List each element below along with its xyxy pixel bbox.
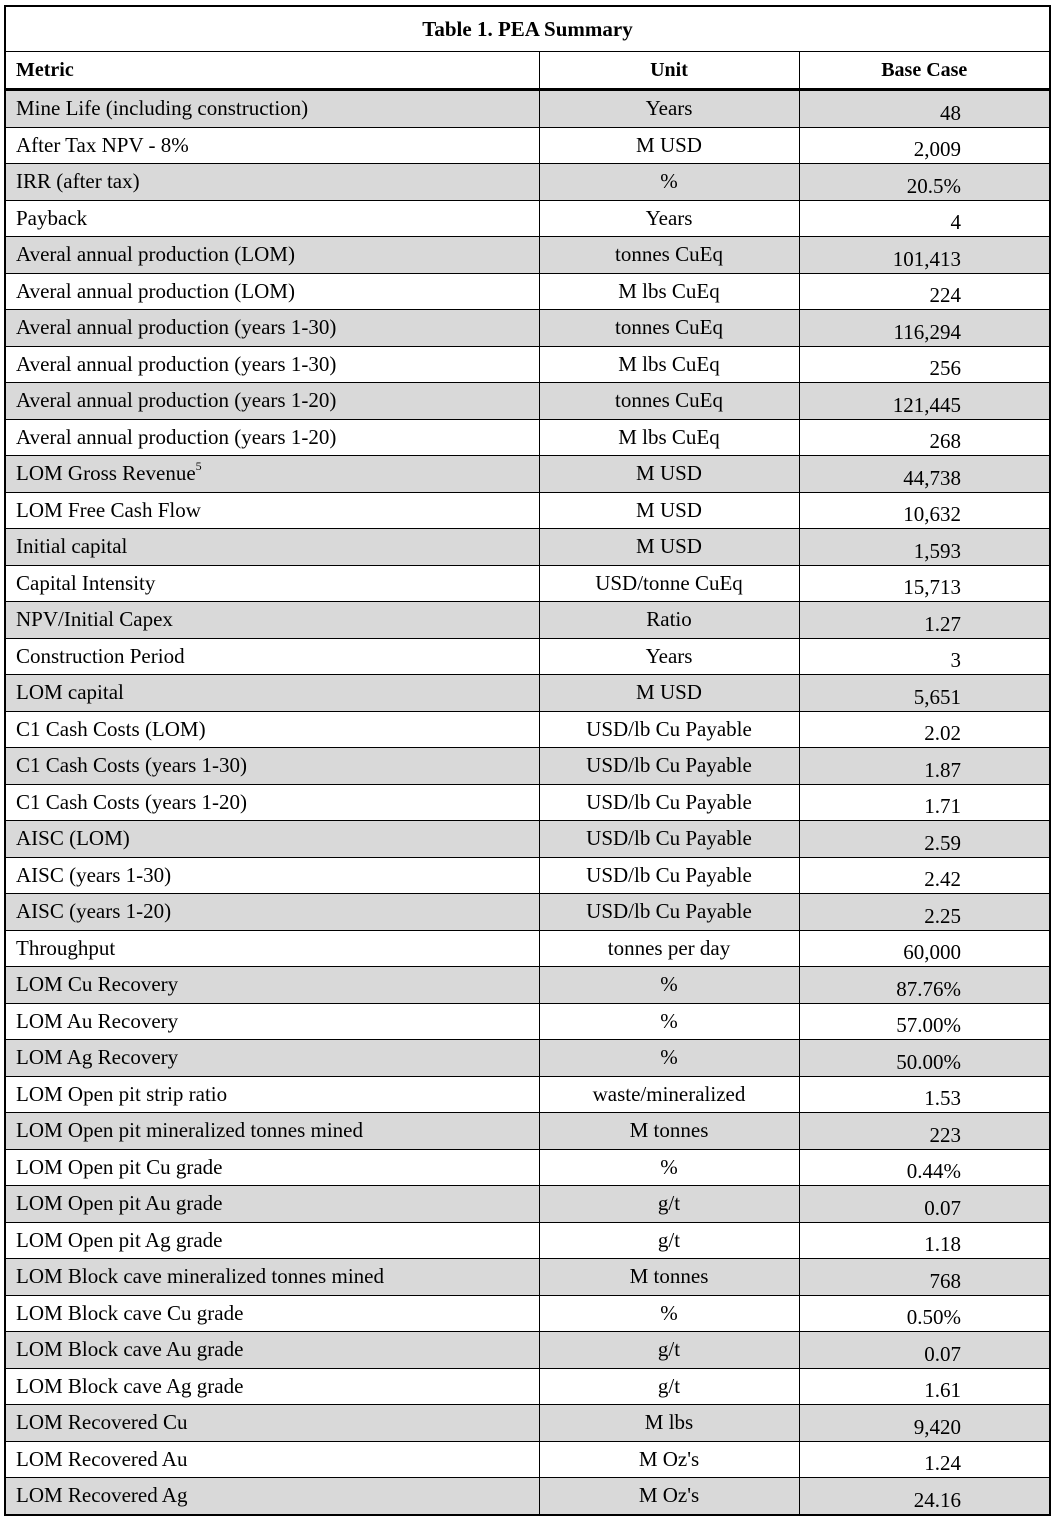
metric-label: LOM capital (16, 680, 124, 705)
table-row (5, 1076, 1050, 1113)
metric-label: Averal annual production (years 1-20) (16, 424, 337, 449)
unit-cell: M lbs CuEq (539, 419, 799, 456)
table-row (5, 383, 1050, 420)
unit-cell: g/t (539, 1368, 799, 1405)
table-row (5, 1222, 1050, 1259)
table-row (5, 310, 1050, 347)
base-case-cell: 5,651 (799, 675, 1050, 712)
unit-cell: Years (539, 638, 799, 675)
metric-label: Initial capital (16, 534, 128, 559)
metric-label: LOM Block cave Au grade (16, 1337, 244, 1362)
unit-cell: g/t (539, 1186, 799, 1223)
metric-label: LOM Block cave Cu grade (16, 1300, 244, 1325)
table-row (5, 1259, 1050, 1296)
unit-cell: USD/lb Cu Payable (539, 748, 799, 785)
metric-cell (5, 602, 539, 639)
table-row (5, 1295, 1050, 1332)
metric-cell (5, 1259, 539, 1296)
unit-cell: M USD (539, 675, 799, 712)
metric-label: LOM Free Cash Flow (16, 497, 201, 522)
unit-cell: tonnes per day (539, 930, 799, 967)
metric-cell (5, 1113, 539, 1150)
base-case-cell: 2,009 (799, 127, 1050, 164)
base-case-cell: 20.5% (799, 164, 1050, 201)
table-row (5, 456, 1050, 493)
unit-cell: M USD (539, 492, 799, 529)
base-case-cell: 121,445 (799, 383, 1050, 420)
table-row (5, 1478, 1050, 1515)
table-title-row (5, 6, 1050, 52)
base-case-cell: 256 (799, 346, 1050, 383)
metric-cell (5, 1405, 539, 1442)
base-case-cell: 268 (799, 419, 1050, 456)
unit-cell: g/t (539, 1222, 799, 1259)
metric-cell (5, 164, 539, 201)
table-row (5, 200, 1050, 237)
metric-label: Construction Period (16, 643, 185, 668)
metric-label: LOM Open pit mineralized tonnes mined (16, 1118, 364, 1143)
table-row (5, 638, 1050, 675)
base-case-cell: 224 (799, 273, 1050, 310)
metric-cell (5, 784, 539, 821)
pea-summary-table (4, 5, 1051, 1516)
base-case-cell: 0.07 (799, 1186, 1050, 1223)
base-case-cell: 48 (799, 90, 1050, 128)
base-case-cell: 1.87 (799, 748, 1050, 785)
unit-cell: % (539, 1040, 799, 1077)
base-case-cell: 1.71 (799, 784, 1050, 821)
base-case-cell: 101,413 (799, 237, 1050, 274)
unit-cell: M lbs CuEq (539, 273, 799, 310)
unit-cell: USD/lb Cu Payable (539, 784, 799, 821)
metric-cell (5, 894, 539, 931)
metric-label: IRR (after tax) (16, 169, 140, 194)
metric-cell (5, 273, 539, 310)
base-case-cell: 1.61 (799, 1368, 1050, 1405)
base-case-cell: 768 (799, 1259, 1050, 1296)
unit-cell: M tonnes (539, 1113, 799, 1150)
base-case-cell: 44,738 (799, 456, 1050, 493)
metric-cell (5, 1003, 539, 1040)
table-body (5, 90, 1050, 1515)
unit-cell: waste/mineralized (539, 1076, 799, 1113)
footnote-marker: 5 (195, 459, 202, 474)
base-case-cell: 87.76% (799, 967, 1050, 1004)
unit-cell: % (539, 1149, 799, 1186)
metric-cell (5, 127, 539, 164)
metric-label: LOM Recovered Cu (16, 1410, 188, 1435)
metric-label: LOM Ag Recovery (16, 1045, 179, 1070)
metric-cell (5, 237, 539, 274)
unit-cell: USD/lb Cu Payable (539, 711, 799, 748)
base-case-cell: 4 (799, 200, 1050, 237)
metric-cell (5, 1040, 539, 1077)
metric-cell (5, 1222, 539, 1259)
metric-label: LOM Open pit Ag grade (16, 1227, 223, 1252)
metric-cell (5, 1076, 539, 1113)
unit-cell: tonnes CuEq (539, 383, 799, 420)
unit-cell: M lbs (539, 1405, 799, 1442)
metric-cell (5, 90, 539, 128)
metric-cell (5, 200, 539, 237)
table-row (5, 492, 1050, 529)
metric-cell (5, 1332, 539, 1369)
metric-label: LOM Open pit strip ratio (16, 1081, 228, 1106)
base-case-cell: 0.50% (799, 1295, 1050, 1332)
metric-label: C1 Cash Costs (years 1-30) (16, 753, 247, 778)
metric-label: Capital Intensity (16, 570, 156, 595)
metric-cell (5, 967, 539, 1004)
table-row (5, 1368, 1050, 1405)
metric-label: C1 Cash Costs (LOM) (16, 716, 206, 741)
table-row (5, 675, 1050, 712)
base-case-cell: 57.00% (799, 1003, 1050, 1040)
base-case-cell: 1,593 (799, 529, 1050, 566)
base-case-cell: 10,632 (799, 492, 1050, 529)
metric-label: AISC (years 1-30) (16, 862, 172, 887)
metric-cell (5, 675, 539, 712)
table-header-row (5, 52, 1050, 90)
metric-label: After Tax NPV - 8% (16, 132, 189, 157)
unit-cell: M lbs CuEq (539, 346, 799, 383)
metric-label: LOM Open pit Au grade (16, 1191, 223, 1216)
column-header-metric: Metric (5, 52, 539, 90)
table-row (5, 1113, 1050, 1150)
unit-cell: USD/lb Cu Payable (539, 857, 799, 894)
metric-cell (5, 1478, 539, 1515)
metric-cell (5, 492, 539, 529)
table-row (5, 237, 1050, 274)
base-case-cell: 0.44% (799, 1149, 1050, 1186)
base-case-cell: 223 (799, 1113, 1050, 1150)
metric-label: LOM Recovered Au (16, 1446, 188, 1471)
metric-cell (5, 930, 539, 967)
metric-cell (5, 565, 539, 602)
table-row (5, 1186, 1050, 1223)
table-row (5, 748, 1050, 785)
unit-cell: M Oz's (539, 1478, 799, 1515)
unit-cell: M Oz's (539, 1441, 799, 1478)
table-row (5, 821, 1050, 858)
metric-label: Mine Life (including construction) (16, 96, 309, 121)
unit-cell: tonnes CuEq (539, 310, 799, 347)
table-row (5, 164, 1050, 201)
table-row (5, 1040, 1050, 1077)
unit-cell: USD/lb Cu Payable (539, 821, 799, 858)
metric-label: Averal annual production (years 1-20) (16, 388, 337, 413)
metric-label: NPV/Initial Capex (16, 607, 173, 632)
base-case-cell: 2.59 (799, 821, 1050, 858)
metric-label: Payback (16, 205, 88, 230)
metric-label: LOM Au Recovery (16, 1008, 179, 1033)
metric-label: LOM Recovered Ag (16, 1483, 188, 1508)
table-title: Table 1. PEA Summary (5, 6, 1050, 52)
metric-cell (5, 383, 539, 420)
metric-label: LOM Open pit Cu grade (16, 1154, 223, 1179)
base-case-cell: 1.18 (799, 1222, 1050, 1259)
base-case-cell: 3 (799, 638, 1050, 675)
metric-cell (5, 1368, 539, 1405)
metric-label: Throughput (16, 935, 116, 960)
metric-cell (5, 821, 539, 858)
metric-cell (5, 638, 539, 675)
metric-cell (5, 1186, 539, 1223)
unit-cell: g/t (539, 1332, 799, 1369)
table-row (5, 1332, 1050, 1369)
table-row (5, 602, 1050, 639)
unit-cell: % (539, 1003, 799, 1040)
base-case-cell: 15,713 (799, 565, 1050, 602)
unit-cell: M tonnes (539, 1259, 799, 1296)
base-case-cell: 24.16 (799, 1478, 1050, 1515)
table-row (5, 1405, 1050, 1442)
table-row (5, 1149, 1050, 1186)
base-case-cell: 2.02 (799, 711, 1050, 748)
metric-cell (5, 1149, 539, 1186)
unit-cell: M USD (539, 127, 799, 164)
table-row (5, 857, 1050, 894)
table-row (5, 529, 1050, 566)
table-row (5, 894, 1050, 931)
base-case-cell: 1.24 (799, 1441, 1050, 1478)
unit-cell: % (539, 967, 799, 1004)
unit-cell: Ratio (539, 602, 799, 639)
table-row (5, 565, 1050, 602)
table-row (5, 346, 1050, 383)
metric-cell (5, 1441, 539, 1478)
base-case-cell: 1.53 (799, 1076, 1050, 1113)
table-row (5, 1441, 1050, 1478)
metric-cell (5, 748, 539, 785)
table-row (5, 784, 1050, 821)
table-row (5, 711, 1050, 748)
unit-cell: % (539, 164, 799, 201)
base-case-cell: 60,000 (799, 930, 1050, 967)
unit-cell: tonnes CuEq (539, 237, 799, 274)
table-row (5, 1003, 1050, 1040)
base-case-cell: 1.27 (799, 602, 1050, 639)
unit-cell: % (539, 1295, 799, 1332)
table-row (5, 273, 1050, 310)
metric-label: Averal annual production (years 1-30) (16, 351, 337, 376)
unit-cell: USD/lb Cu Payable (539, 894, 799, 931)
metric-cell (5, 456, 539, 493)
unit-cell: Years (539, 90, 799, 128)
metric-cell (5, 310, 539, 347)
metric-label: LOM Block cave mineralized tonnes mined (16, 1264, 384, 1289)
metric-label: Averal annual production (LOM) (16, 278, 295, 303)
base-case-cell: 2.25 (799, 894, 1050, 931)
base-case-cell: 2.42 (799, 857, 1050, 894)
table-row (5, 967, 1050, 1004)
metric-cell (5, 346, 539, 383)
unit-cell: M USD (539, 529, 799, 566)
base-case-cell: 0.07 (799, 1332, 1050, 1369)
metric-label: Averal annual production (years 1-30) (16, 315, 337, 340)
column-header-base-case: Base Case (799, 52, 1050, 90)
metric-label: C1 Cash Costs (years 1-20) (16, 789, 247, 814)
metric-label: Averal annual production (LOM) (16, 242, 295, 267)
column-header-unit: Unit (539, 52, 799, 90)
base-case-cell: 50.00% (799, 1040, 1050, 1077)
table-row (5, 419, 1050, 456)
metric-label: LOM Cu Recovery (16, 972, 179, 997)
base-case-cell: 9,420 (799, 1405, 1050, 1442)
base-case-cell: 116,294 (799, 310, 1050, 347)
table-row (5, 90, 1050, 128)
unit-cell: USD/tonne CuEq (539, 565, 799, 602)
metric-cell (5, 1295, 539, 1332)
metric-label: LOM Block cave Ag grade (16, 1373, 244, 1398)
metric-cell (5, 529, 539, 566)
metric-label: LOM Gross Revenue (16, 461, 196, 486)
metric-label: AISC (LOM) (16, 826, 130, 851)
table-row (5, 127, 1050, 164)
unit-cell: M USD (539, 456, 799, 493)
metric-cell (5, 857, 539, 894)
unit-cell: Years (539, 200, 799, 237)
metric-label: AISC (years 1-20) (16, 899, 172, 924)
metric-cell (5, 419, 539, 456)
table-row (5, 930, 1050, 967)
metric-cell (5, 711, 539, 748)
